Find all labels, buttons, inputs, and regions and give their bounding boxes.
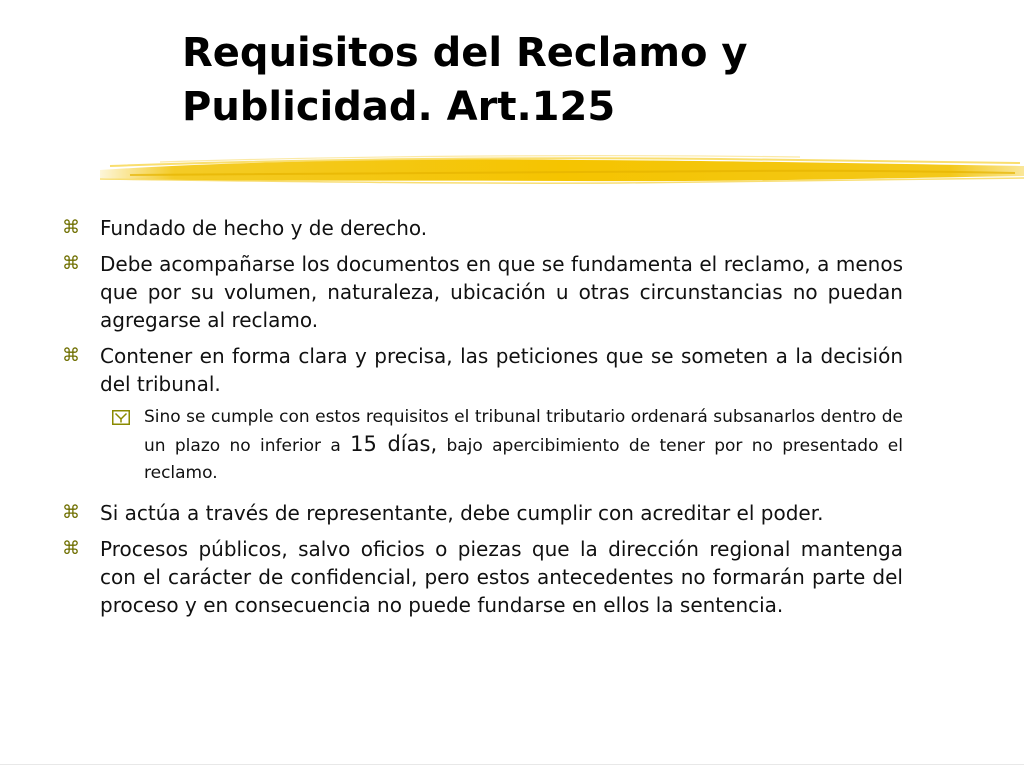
bullet-text: Si actúa a través de representante, debe cumplir con acreditar el poder. bbox=[100, 501, 824, 525]
sub-list-item bbox=[112, 404, 903, 487]
sub-bullet-text-after: bajo apercibimiento de tener por no presentado el reclamo. bbox=[144, 436, 903, 483]
list-item bbox=[62, 214, 903, 242]
bullet-text: Fundado de hecho y de derecho. bbox=[100, 216, 428, 240]
yellow-brush-stroke bbox=[100, 148, 1024, 190]
command-key-icon: ⌘ bbox=[62, 345, 80, 366]
list-item bbox=[62, 499, 903, 527]
title-line-1: Requisitos del Reclamo y bbox=[182, 30, 748, 76]
list-item bbox=[62, 342, 903, 398]
bullet-text: Debe acompañarse los documentos en que se fundamenta el reclamo, a menos que por su volumen, naturaleza, ubicación u otras circunstancias no puedan agregarse al reclamo. bbox=[100, 252, 903, 332]
list-item bbox=[62, 535, 903, 619]
command-key-icon: ⌘ bbox=[62, 253, 80, 274]
sub-bullet-emphasis: 15 días, bbox=[350, 432, 438, 456]
bottom-divider bbox=[0, 764, 1024, 765]
sub-bullet-text-before: Sino se cumple con estos requisitos el tribunal tributario ordenará subsanarlos dentro de un plazo no inferior a bbox=[144, 407, 903, 456]
list-item bbox=[62, 250, 903, 334]
bullet-list bbox=[62, 214, 903, 627]
command-key-icon: ⌘ bbox=[62, 538, 80, 559]
title-line-2: Publicidad. Art.125 bbox=[182, 84, 616, 130]
command-key-icon: ⌘ bbox=[62, 217, 80, 238]
command-key-icon: ⌘ bbox=[62, 502, 80, 523]
bullet-text: Contener en forma clara y precisa, las peticiones que se someten a la decisión del tribunal. bbox=[100, 344, 903, 396]
slide-title bbox=[182, 26, 962, 134]
bullet-text: Procesos públicos, salvo oficios o piezas que la dirección regional mantenga con el carácter de confidencial, pero estos antecedentes no formarán parte del proceso y en consecuencia no puede fundarse en ellos la sentencia. bbox=[100, 537, 903, 617]
check-box-icon bbox=[112, 410, 132, 426]
